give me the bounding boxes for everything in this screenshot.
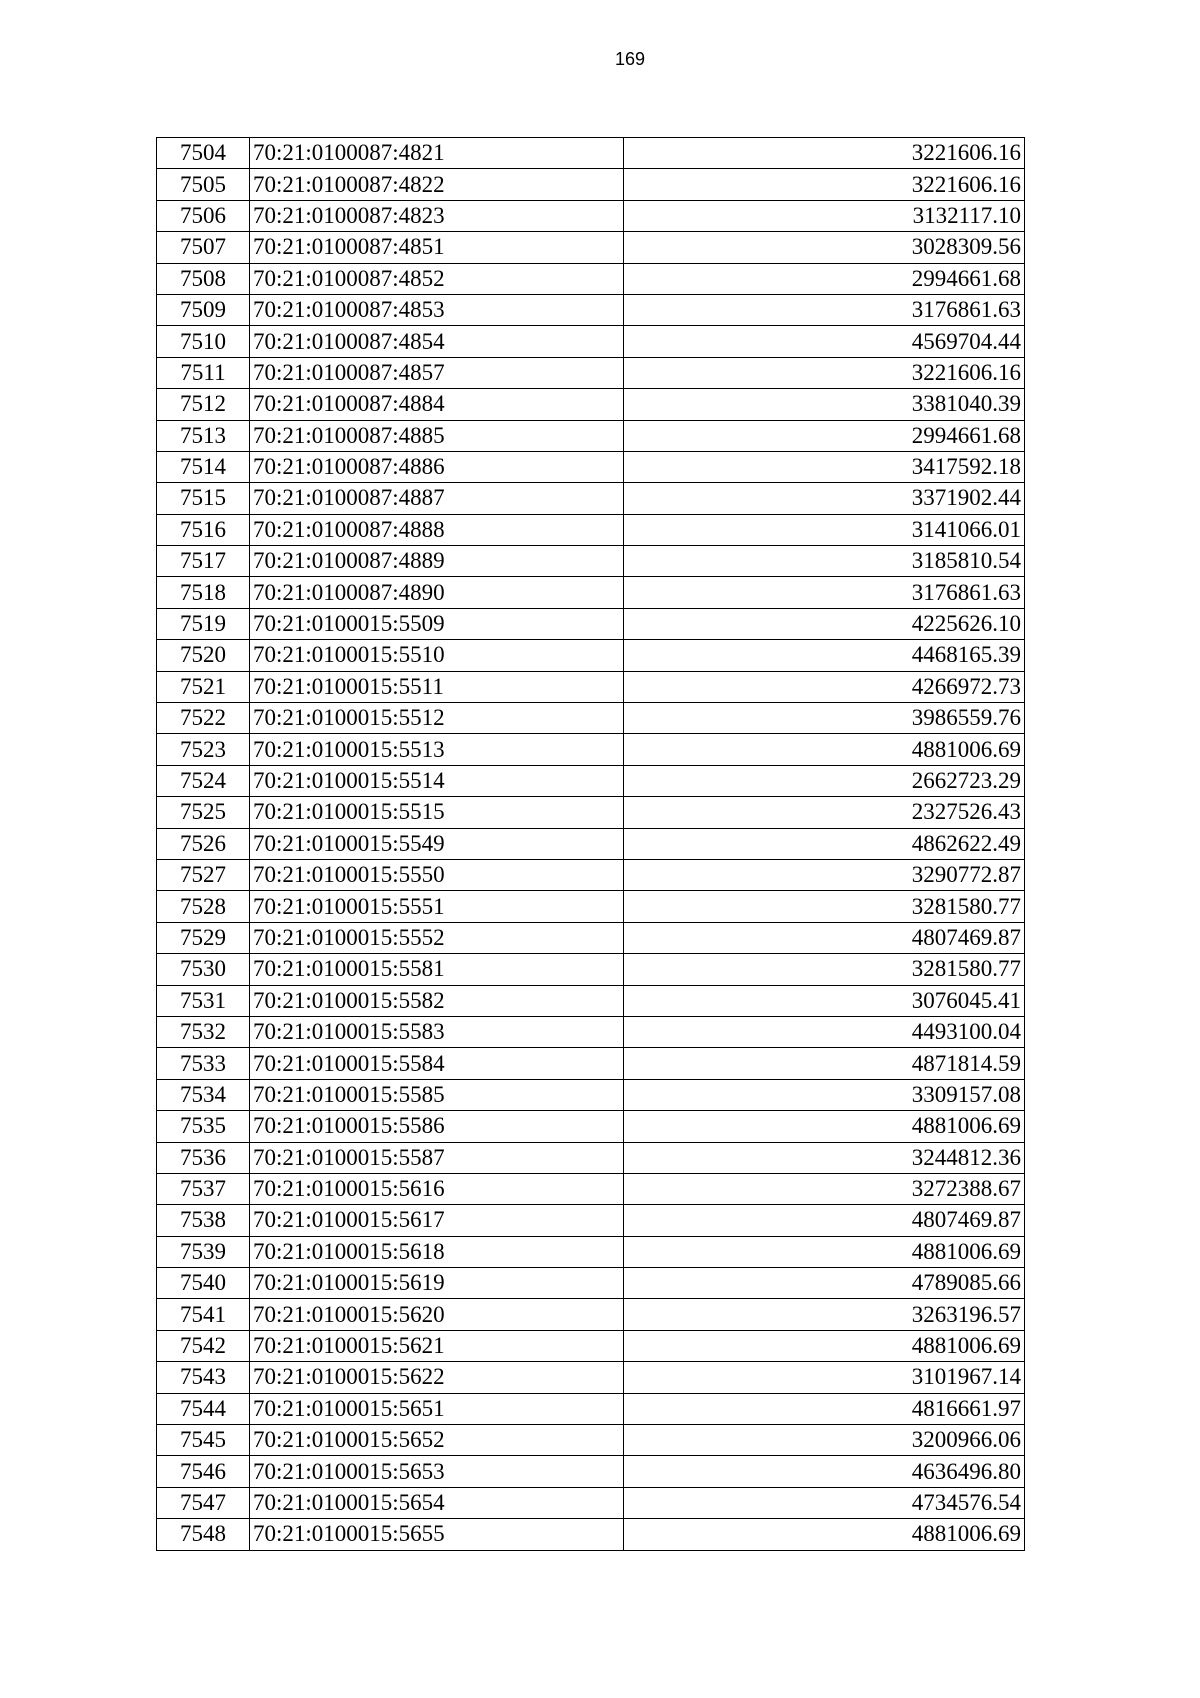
row-number-cell: 7528 — [157, 891, 250, 922]
row-number-cell: 7523 — [157, 734, 250, 765]
cadastral-number-cell: 70:21:0100015:5620 — [250, 1299, 624, 1330]
cadastral-number-cell: 70:21:0100015:5513 — [250, 734, 624, 765]
value-cell: 4881006.69 — [624, 734, 1025, 765]
cadastral-number-cell: 70:21:0100015:5618 — [250, 1236, 624, 1267]
table-row — [157, 326, 1025, 357]
value-cell: 3185810.54 — [624, 546, 1025, 577]
table-row — [157, 389, 1025, 420]
table-row — [157, 985, 1025, 1016]
table-row — [157, 1487, 1025, 1518]
value-cell: 3417592.18 — [624, 451, 1025, 482]
value-cell: 2662723.29 — [624, 765, 1025, 796]
table-row — [157, 1362, 1025, 1393]
row-number-cell: 7515 — [157, 483, 250, 514]
table-row — [157, 1111, 1025, 1142]
table-row — [157, 1236, 1025, 1267]
row-number-cell: 7531 — [157, 985, 250, 1016]
cadastral-number-cell: 70:21:0100015:5587 — [250, 1142, 624, 1173]
value-cell: 3381040.39 — [624, 389, 1025, 420]
table-row — [157, 1456, 1025, 1487]
value-cell: 4807469.87 — [624, 1205, 1025, 1236]
value-cell: 3290772.87 — [624, 859, 1025, 890]
cadastral-number-cell: 70:21:0100087:4889 — [250, 546, 624, 577]
table-row — [157, 1016, 1025, 1047]
row-number-cell: 7537 — [157, 1173, 250, 1204]
row-number-cell: 7529 — [157, 922, 250, 953]
cadastral-number-cell: 70:21:0100015:5617 — [250, 1205, 624, 1236]
value-cell: 3221606.16 — [624, 357, 1025, 388]
row-number-cell: 7512 — [157, 389, 250, 420]
table-row — [157, 1048, 1025, 1079]
value-cell: 4789085.66 — [624, 1268, 1025, 1299]
value-cell: 3281580.77 — [624, 954, 1025, 985]
cadastral-number-cell: 70:21:0100087:4854 — [250, 326, 624, 357]
row-number-cell: 7539 — [157, 1236, 250, 1267]
value-cell: 4734576.54 — [624, 1487, 1025, 1518]
value-cell: 2327526.43 — [624, 797, 1025, 828]
row-number-cell: 7520 — [157, 640, 250, 671]
table-row — [157, 1519, 1025, 1550]
row-number-cell: 7521 — [157, 671, 250, 702]
value-cell: 4881006.69 — [624, 1330, 1025, 1361]
table-row — [157, 1330, 1025, 1361]
cadastral-number-cell: 70:21:0100087:4851 — [250, 232, 624, 263]
cadastral-number-cell: 70:21:0100015:5511 — [250, 671, 624, 702]
table-row — [157, 734, 1025, 765]
row-number-cell: 7510 — [157, 326, 250, 357]
cadastral-number-cell: 70:21:0100015:5514 — [250, 765, 624, 796]
table-row — [157, 483, 1025, 514]
cadastral-number-cell: 70:21:0100015:5581 — [250, 954, 624, 985]
page-number: 169 — [614, 49, 646, 69]
cadastral-number-cell: 70:21:0100015:5586 — [250, 1111, 624, 1142]
cadastral-number-cell: 70:21:0100087:4823 — [250, 200, 624, 231]
row-number-cell: 7516 — [157, 514, 250, 545]
table-row — [157, 294, 1025, 325]
table-row — [157, 1425, 1025, 1456]
row-number-cell: 7525 — [157, 797, 250, 828]
table-row — [157, 232, 1025, 263]
row-number-cell: 7505 — [157, 169, 250, 200]
table-row — [157, 1393, 1025, 1424]
row-number-cell: 7535 — [157, 1111, 250, 1142]
row-number-cell: 7519 — [157, 608, 250, 639]
value-cell: 2994661.68 — [624, 263, 1025, 294]
value-cell: 3221606.16 — [624, 138, 1025, 169]
row-number-cell: 7542 — [157, 1330, 250, 1361]
table-row — [157, 859, 1025, 890]
table-row — [157, 169, 1025, 200]
value-cell: 4636496.80 — [624, 1456, 1025, 1487]
row-number-cell: 7536 — [157, 1142, 250, 1173]
value-cell: 3176861.63 — [624, 294, 1025, 325]
table-row — [157, 1173, 1025, 1204]
row-number-cell: 7545 — [157, 1425, 250, 1456]
table-row — [157, 546, 1025, 577]
value-cell: 2994661.68 — [624, 420, 1025, 451]
row-number-cell: 7532 — [157, 1016, 250, 1047]
value-cell: 4871814.59 — [624, 1048, 1025, 1079]
table-row — [157, 608, 1025, 639]
table-row — [157, 891, 1025, 922]
cadastral-number-cell: 70:21:0100015:5653 — [250, 1456, 624, 1487]
cadastral-number-cell: 70:21:0100015:5551 — [250, 891, 624, 922]
value-cell: 4862622.49 — [624, 828, 1025, 859]
table-row — [157, 1205, 1025, 1236]
row-number-cell: 7507 — [157, 232, 250, 263]
cadastral-number-cell: 70:21:0100087:4821 — [250, 138, 624, 169]
row-number-cell: 7522 — [157, 703, 250, 734]
cadastral-number-cell: 70:21:0100015:5552 — [250, 922, 624, 953]
cadastral-number-cell: 70:21:0100015:5655 — [250, 1519, 624, 1550]
value-cell: 3244812.36 — [624, 1142, 1025, 1173]
table-row — [157, 828, 1025, 859]
cadastral-number-cell: 70:21:0100015:5509 — [250, 608, 624, 639]
table-row — [157, 420, 1025, 451]
data-table — [156, 137, 1025, 1551]
table-row — [157, 1299, 1025, 1330]
row-number-cell: 7546 — [157, 1456, 250, 1487]
row-number-cell: 7530 — [157, 954, 250, 985]
cadastral-number-cell: 70:21:0100087:4884 — [250, 389, 624, 420]
row-number-cell: 7534 — [157, 1079, 250, 1110]
cadastral-number-cell: 70:21:0100087:4888 — [250, 514, 624, 545]
row-number-cell: 7548 — [157, 1519, 250, 1550]
row-number-cell: 7508 — [157, 263, 250, 294]
cadastral-number-cell: 70:21:0100015:5619 — [250, 1268, 624, 1299]
value-cell: 3141066.01 — [624, 514, 1025, 545]
row-number-cell: 7547 — [157, 1487, 250, 1518]
row-number-cell: 7509 — [157, 294, 250, 325]
cadastral-number-cell: 70:21:0100015:5512 — [250, 703, 624, 734]
row-number-cell: 7524 — [157, 765, 250, 796]
value-cell: 4816661.97 — [624, 1393, 1025, 1424]
table-row — [157, 451, 1025, 482]
table-row — [157, 797, 1025, 828]
table-row — [157, 138, 1025, 169]
cadastral-number-cell: 70:21:0100015:5582 — [250, 985, 624, 1016]
row-number-cell: 7540 — [157, 1268, 250, 1299]
value-cell: 3263196.57 — [624, 1299, 1025, 1330]
cadastral-number-cell: 70:21:0100087:4857 — [250, 357, 624, 388]
row-number-cell: 7506 — [157, 200, 250, 231]
cadastral-number-cell: 70:21:0100015:5549 — [250, 828, 624, 859]
cadastral-number-cell: 70:21:0100087:4852 — [250, 263, 624, 294]
cadastral-number-cell: 70:21:0100015:5616 — [250, 1173, 624, 1204]
row-number-cell: 7533 — [157, 1048, 250, 1079]
table-row — [157, 671, 1025, 702]
cadastral-number-cell: 70:21:0100087:4822 — [250, 169, 624, 200]
table-row — [157, 263, 1025, 294]
table-row — [157, 577, 1025, 608]
value-cell: 4881006.69 — [624, 1236, 1025, 1267]
table-row — [157, 200, 1025, 231]
value-cell: 4881006.69 — [624, 1111, 1025, 1142]
cadastral-number-cell: 70:21:0100015:5584 — [250, 1048, 624, 1079]
value-cell: 3132117.10 — [624, 200, 1025, 231]
row-number-cell: 7504 — [157, 138, 250, 169]
row-number-cell: 7517 — [157, 546, 250, 577]
value-cell: 4225626.10 — [624, 608, 1025, 639]
cadastral-number-cell: 70:21:0100015:5621 — [250, 1330, 624, 1361]
cadastral-number-cell: 70:21:0100087:4890 — [250, 577, 624, 608]
table-row — [157, 1268, 1025, 1299]
table-row — [157, 1079, 1025, 1110]
cadastral-number-cell: 70:21:0100087:4885 — [250, 420, 624, 451]
value-cell: 4881006.69 — [624, 1519, 1025, 1550]
value-cell: 3371902.44 — [624, 483, 1025, 514]
value-cell: 3309157.08 — [624, 1079, 1025, 1110]
cadastral-number-cell: 70:21:0100015:5652 — [250, 1425, 624, 1456]
value-cell: 3176861.63 — [624, 577, 1025, 608]
table-row — [157, 357, 1025, 388]
value-cell: 4266972.73 — [624, 671, 1025, 702]
value-cell: 3076045.41 — [624, 985, 1025, 1016]
value-cell: 4569704.44 — [624, 326, 1025, 357]
row-number-cell: 7544 — [157, 1393, 250, 1424]
cadastral-number-cell: 70:21:0100015:5515 — [250, 797, 624, 828]
table-row — [157, 954, 1025, 985]
table-row — [157, 514, 1025, 545]
row-number-cell: 7518 — [157, 577, 250, 608]
value-cell: 4493100.04 — [624, 1016, 1025, 1047]
value-cell: 4807469.87 — [624, 922, 1025, 953]
row-number-cell: 7527 — [157, 859, 250, 890]
row-number-cell: 7526 — [157, 828, 250, 859]
table-row — [157, 922, 1025, 953]
cadastral-number-cell: 70:21:0100015:5585 — [250, 1079, 624, 1110]
value-cell: 3986559.76 — [624, 703, 1025, 734]
value-cell: 3272388.67 — [624, 1173, 1025, 1204]
row-number-cell: 7511 — [157, 357, 250, 388]
cadastral-number-cell: 70:21:0100015:5654 — [250, 1487, 624, 1518]
cadastral-number-cell: 70:21:0100087:4886 — [250, 451, 624, 482]
value-cell: 4468165.39 — [624, 640, 1025, 671]
cadastral-number-cell: 70:21:0100015:5622 — [250, 1362, 624, 1393]
table-row — [157, 640, 1025, 671]
row-number-cell: 7514 — [157, 451, 250, 482]
row-number-cell: 7541 — [157, 1299, 250, 1330]
table-row — [157, 765, 1025, 796]
cadastral-number-cell: 70:21:0100015:5510 — [250, 640, 624, 671]
cadastral-number-cell: 70:21:0100015:5550 — [250, 859, 624, 890]
row-number-cell: 7538 — [157, 1205, 250, 1236]
table-row — [157, 703, 1025, 734]
cadastral-number-cell: 70:21:0100087:4853 — [250, 294, 624, 325]
value-cell: 3028309.56 — [624, 232, 1025, 263]
row-number-cell: 7513 — [157, 420, 250, 451]
cadastral-number-cell: 70:21:0100087:4887 — [250, 483, 624, 514]
value-cell: 3200966.06 — [624, 1425, 1025, 1456]
row-number-cell: 7543 — [157, 1362, 250, 1393]
cadastral-number-cell: 70:21:0100015:5651 — [250, 1393, 624, 1424]
table-body — [157, 138, 1025, 1551]
value-cell: 3221606.16 — [624, 169, 1025, 200]
value-cell: 3281580.77 — [624, 891, 1025, 922]
cadastral-number-cell: 70:21:0100015:5583 — [250, 1016, 624, 1047]
table-row — [157, 1142, 1025, 1173]
value-cell: 3101967.14 — [624, 1362, 1025, 1393]
